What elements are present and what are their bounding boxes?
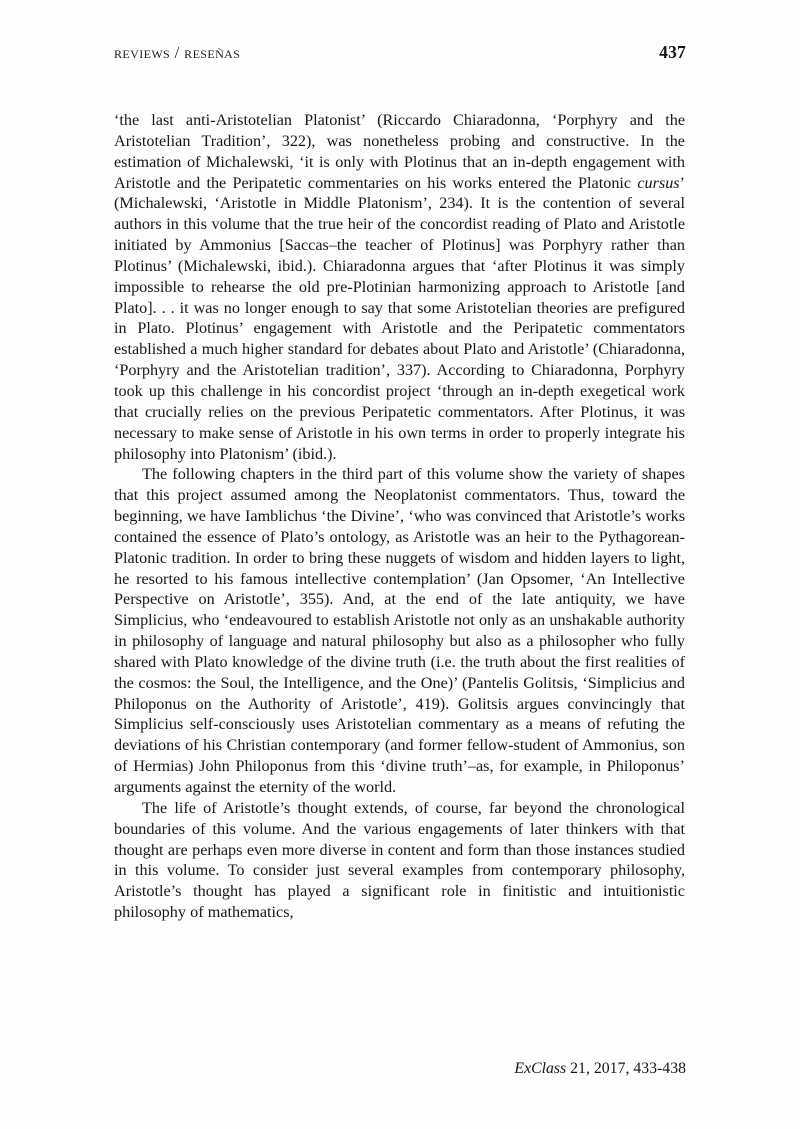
body-paragraph [114,798,685,923]
running-head-title: reviews / reseñas [114,43,241,62]
body-paragraph [114,464,685,798]
text-run: The life of Aristotle’s thought extends, of course, far beyond the chronological boundaries of this volume. And the various engagements of later thinkers with that thought are perhaps even more diverse in content and form than those instances studied in this volume. To consider just several examples from contemporary philosophy, Aristotle’s thought has played a significant role in finitistic and intuitionistic philosophy of mathematics, [114,798,685,922]
italic-term: cursus [637,173,680,192]
page-number: 437 [659,42,686,62]
running-head [114,42,686,64]
text-run: The following chapters in the third part of this volume show the variety of shapes that this project assumed among the Neoplatonist commentators. Thus, toward the beginning, we have Iamblichus ‘the Divine’, ‘who was convinced that Aristotle’s works contained the essence of Plato’s ontology, as Aristotle was an heir to the Pythagorean-Platonic tradition. In order to bring these nuggets of wisdom and hidden layers to light, he resorted to his famous intellective contemplation’ (Jan Opsomer, ‘An Intellective Perspective on Aristotle’, 355). And, at the end of the late antiquity, we have Simplicius, who ‘endeavoured to establish Aristotle not only as an unshakable authority in philosophy of language and natural philosophy but also as a philosopher who fully shared with Plato knowledge of the divine truth (i.e. the truth about the first realities of the cosmos: the Soul, the Intelligence, and the One)’ (Pantelis Golitsis, ‘Simplicius and Philoponus on the Authority of Aristotle’, 419). Golitsis argues convincingly that Simplicius self-consciously uses Aristotelian commentary as a means of refuting the deviations of his Christian contemporary (and former fellow-student of Ammonius, son of Hermias) John Philoponus from this ‘divine truth’–as, for example, in Philoponus’ arguments against the eternity of the world. [114,465,685,796]
journal-name: ExClass [514,1060,567,1077]
text-run: ‘the last anti-Aristotelian Platonist’ (Riccardo Chiaradonna, ‘Porphyry and the Aristotelian Tradition’, 322), was nonetheless probing and constructive. In the estimation of Michalewski, ‘it is only with Plotinus that an in-depth engagement with Aristotle and the Peripatetic commentaries on his works entered the Platonic [114,111,685,192]
text-run: ’ (Michalewski, ‘Aristotle in Middle Platonism’, 234). It is the contention of several authors in this volume that the true heir of the concordist reading of Plato and Aristotle initiated by Ammonius [Saccas–the teacher of Plotinus] was Porphyry rather than Plotinus’ (Michalewski, ibid.). Chiaradonna argues that ‘after Plotinus it was simply impossible to rehearse the old pre-Plotinian harmonizing approach to Aristotle [and Plato]. . . it was no longer enough to say that some Aristotelian theories are prefigured in Plato. Plotinus’ engagement with Aristotle and the Peripatetic commentators established a much higher standard for debates about Plato and Aristotle’ (Chiaradonna, ‘Porphyry and the Aristotelian tradition’, 337). According to Chiaradonna, Porphyry took up this challenge in his concordist project ‘through an in-depth exegetical work that crucially relies on the previous Peripatetic commentators. After Plotinus, it was necessary to make sense of Aristotle in his own terms in order to properly integrate his philosophy into Platonism’ (ibid.). [114,173,685,463]
body-paragraph [114,110,685,464]
footer-citation [114,1060,686,1078]
body-textblock [114,110,685,923]
journal-citation: 21, 2017, 433-438 [566,1060,686,1077]
